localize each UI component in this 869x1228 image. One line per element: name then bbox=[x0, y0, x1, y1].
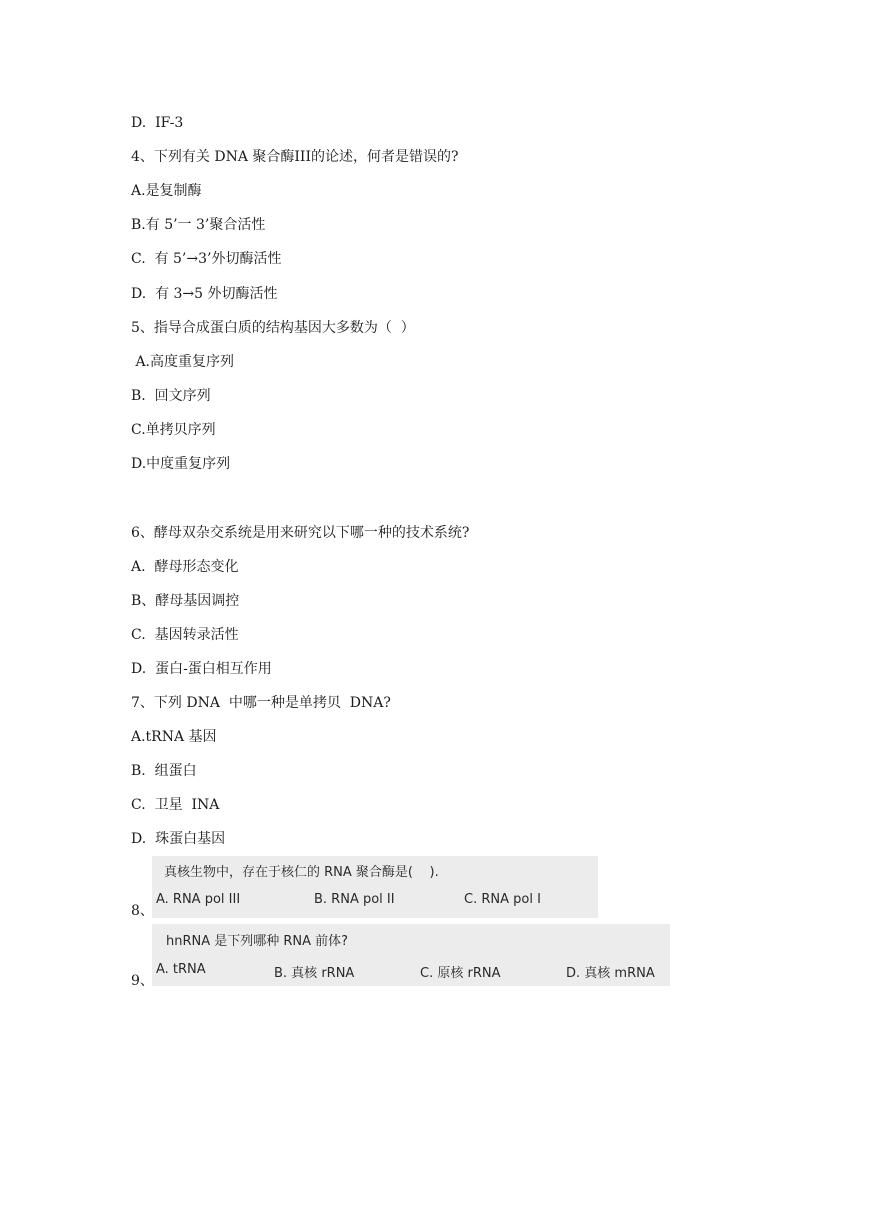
option-line: B.有 5’一 3’聚合活性 bbox=[131, 217, 266, 233]
question-9-option-d: D. 真核 mRNA bbox=[566, 966, 655, 981]
option-line: A.高度重复序列 bbox=[131, 354, 235, 370]
option-line: B. 回文序列 bbox=[131, 388, 211, 404]
question-5: 5、指导合成蛋白质的结构基因大多数为（ ） bbox=[131, 320, 415, 336]
question-9-option-a: A. tRNA bbox=[156, 962, 206, 977]
question-8-number: 8、 bbox=[131, 903, 154, 919]
option-line: B. 组蛋白 bbox=[131, 763, 197, 779]
question-8-option-c: C. RNA pol I bbox=[464, 892, 541, 907]
question-9-option-b: B. 真核 rRNA bbox=[274, 966, 355, 981]
option-line: C. 基因转录活性 bbox=[131, 627, 239, 643]
question-7: 7、下列 DNA 中哪一种是单拷贝 DNA? bbox=[131, 695, 391, 711]
question-9-option-c: C. 原核 rRNA bbox=[420, 966, 501, 981]
option-line: D.中度重复序列 bbox=[131, 456, 231, 472]
question-9-text: hnRNA 是下列哪种 RNA 前体? bbox=[166, 934, 349, 949]
option-line: D. 有 3→5 外切酶活性 bbox=[131, 286, 278, 302]
question-6: 6、酵母双杂交系统是用来研究以下哪一种的技术系统? bbox=[131, 525, 470, 541]
question-8-option-a: A. RNA pol III bbox=[156, 892, 241, 907]
question-8-option-b: B. RNA pol II bbox=[314, 892, 395, 907]
option-line: D. IF-3 bbox=[131, 115, 184, 131]
question-9-number: 9、 bbox=[131, 973, 154, 989]
option-line: A.是复制酶 bbox=[131, 183, 202, 199]
question-4: 4、下列有关 DNA 聚合酶III的论述，何者是错误的? bbox=[131, 149, 459, 165]
option-line: B、酵母基因调控 bbox=[131, 593, 240, 609]
option-line: D. 蛋白-蛋白相互作用 bbox=[131, 661, 272, 677]
option-line: C.单拷贝序列 bbox=[131, 422, 216, 438]
question-9-scan bbox=[152, 924, 670, 986]
option-line: A.tRNA 基因 bbox=[131, 729, 217, 745]
question-8-scan bbox=[152, 856, 598, 918]
option-line: D. 珠蛋白基因 bbox=[131, 831, 226, 847]
question-8-text: 真核生物中，存在于核仁的 RNA 聚合酶是( ). bbox=[164, 865, 439, 880]
option-line: A. 酵母形态变化 bbox=[131, 559, 239, 575]
option-line: C. 有 5’→3’外切酶活性 bbox=[131, 251, 282, 267]
option-line: C. 卫星 INA bbox=[131, 797, 220, 813]
